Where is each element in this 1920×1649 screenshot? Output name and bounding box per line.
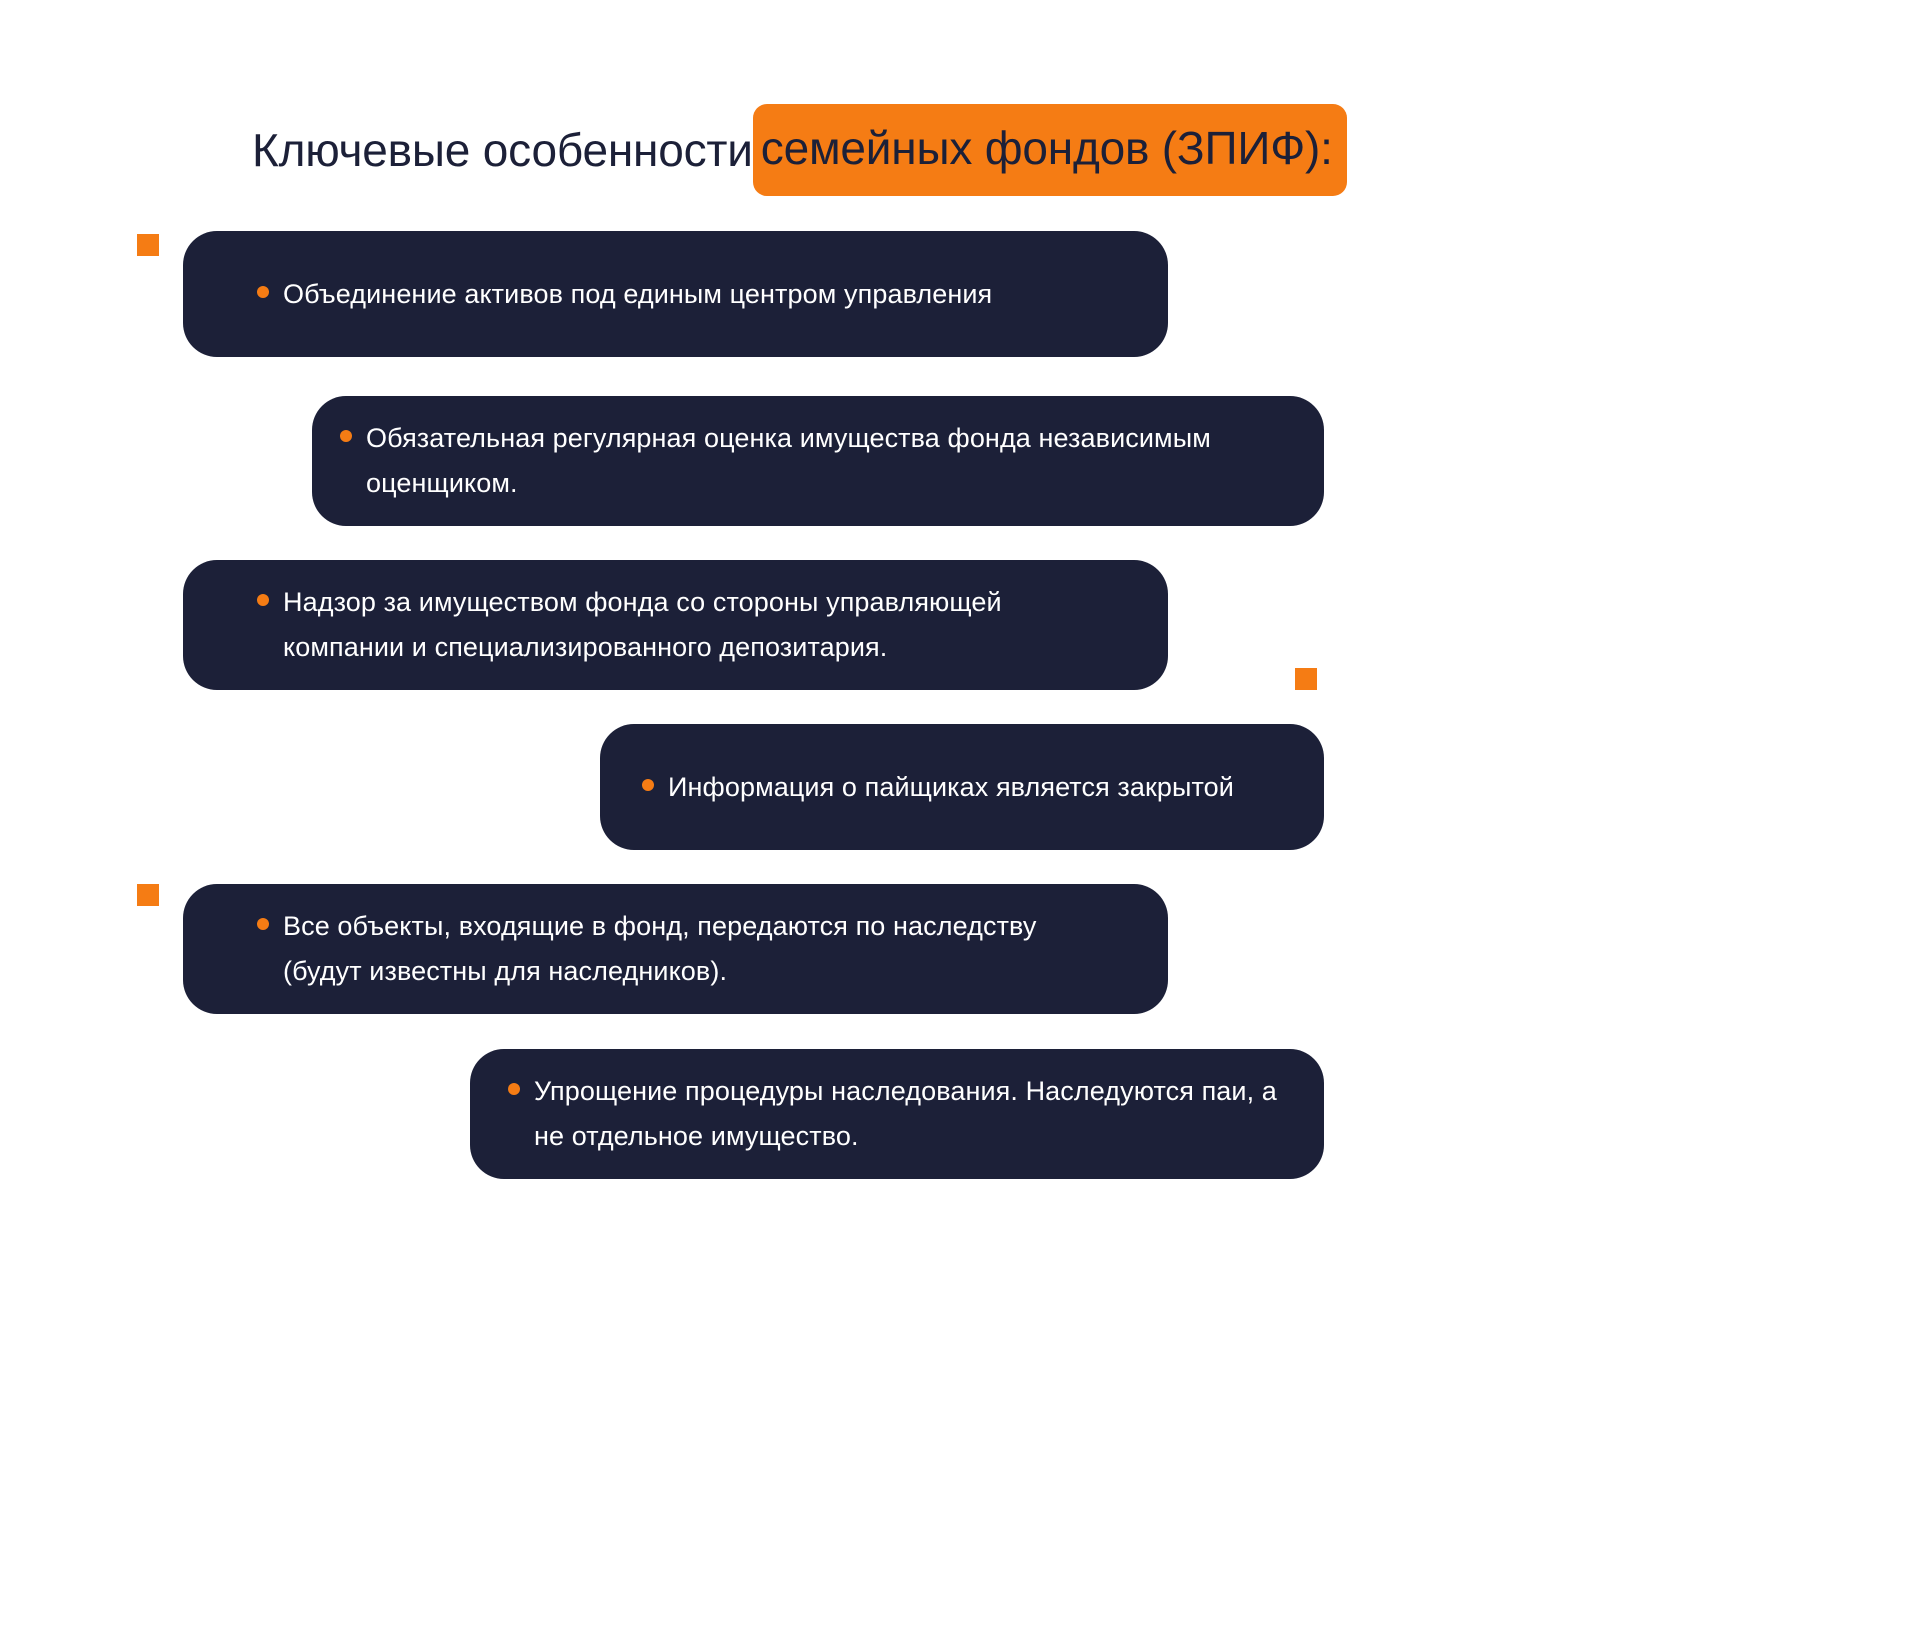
orange-square-middle-right-icon	[1295, 668, 1317, 690]
feature-card-5-text: Все объекты, входящие в фонд, передаются по наследству (будут известны для наследников).	[283, 911, 1037, 986]
bullet-icon	[257, 286, 269, 298]
feature-card-2-text: Обязательная регулярная оценка имущества фонда независимым оценщиком.	[366, 423, 1211, 498]
feature-card-2	[312, 396, 1324, 526]
bullet-icon	[257, 918, 269, 930]
bullet-icon	[257, 594, 269, 606]
orange-square-bottom-left-icon	[137, 884, 159, 906]
bullet-icon	[508, 1083, 520, 1095]
feature-card-5	[183, 884, 1168, 1014]
feature-card-6-text: Упрощение процедуры наследования. Наследуются паи, а не отдельное имущество.	[534, 1076, 1277, 1151]
feature-card-4	[600, 724, 1324, 850]
page-title	[252, 104, 1347, 196]
feature-card-4-text: Информация о пайщиках является закрытой	[668, 771, 1234, 802]
page-title-plain: Ключевые особенности	[252, 124, 753, 176]
orange-square-top-left-icon	[137, 234, 159, 256]
page-title-highlight: семейных фондов (ЗПИФ):	[753, 104, 1347, 196]
bullet-icon	[340, 430, 352, 442]
bullet-icon	[642, 779, 654, 791]
feature-card-1	[183, 231, 1168, 357]
feature-card-3-text: Надзор за имуществом фонда со стороны управляющей компании и специализированного депозитария.	[283, 587, 1002, 662]
feature-card-3	[183, 560, 1168, 690]
feature-card-6	[470, 1049, 1324, 1179]
feature-card-1-text: Объединение активов под единым центром управления	[283, 278, 993, 309]
